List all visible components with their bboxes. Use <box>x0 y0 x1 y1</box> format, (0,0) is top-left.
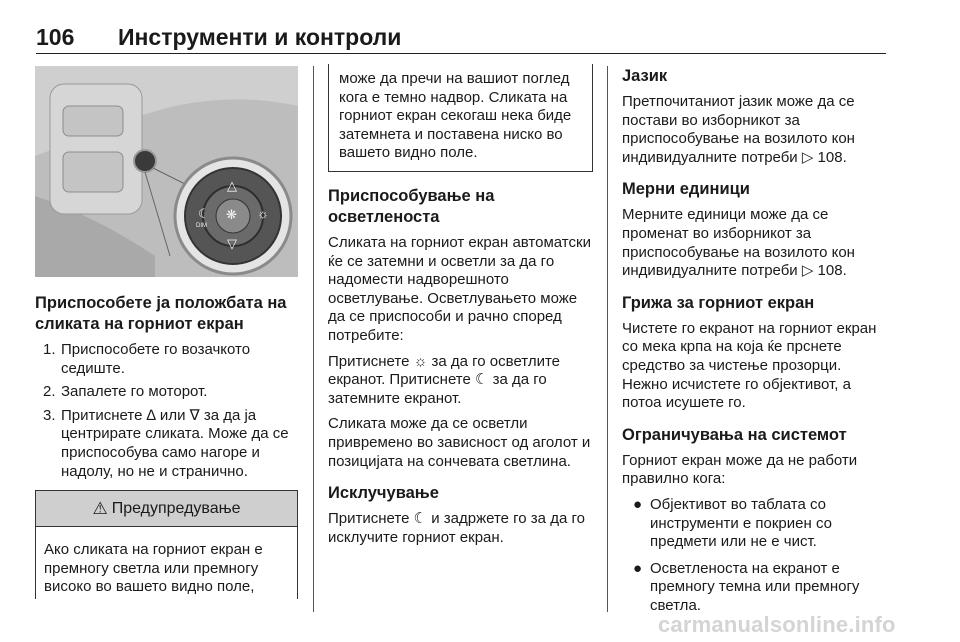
brightness-paragraph-1: Сликата на горниот екран автоматски ќе се затемни и осветли за да го надомести надворешното осветлување. Осветлувањето може да се приспособи и рачно според потребите: <box>328 233 591 344</box>
warning-box <box>35 490 298 599</box>
watermark: carmanualsonline.info <box>658 612 896 637</box>
adjust-steps-list <box>35 341 298 481</box>
dashboard-control-photo <box>35 66 298 277</box>
brightness-sun-icon: ☼ <box>257 206 269 221</box>
brightness-heading: Приспособување на осветленоста <box>328 186 495 226</box>
list-item <box>622 560 887 616</box>
warning-text: Ако сликата на горниот екран е премногу светла или премногу високо во вашето видно поле, <box>44 541 263 596</box>
column-divider <box>313 66 314 612</box>
warning-icon: ⚠ <box>92 498 108 518</box>
list-item <box>35 407 298 481</box>
up-arrow-icon: △ <box>227 178 237 193</box>
step-number: 2. <box>43 383 56 401</box>
down-arrow-icon: ▽ <box>227 236 237 251</box>
column-right <box>622 66 887 623</box>
dim-label: DIM <box>196 223 207 229</box>
language-paragraph: Претпочитаниот јазик може да се постави во изборникот за приспособување на возилото кон индивидуалните потреби ▷ 108. <box>622 93 855 166</box>
warning-title: Предупредување <box>111 499 241 517</box>
switch-off-heading: Исклучување <box>328 484 439 503</box>
page-number: 106 <box>36 24 75 50</box>
step-number: 3. <box>43 406 56 424</box>
page-header <box>36 24 886 54</box>
care-paragraph: Чистете го екранот на горниот екран со мека крпа на која ќе прснете средство за чистење прозорци. Нежно исчистете го објективот, а потоа исушете го. <box>622 319 877 412</box>
adjust-position-heading: Приспособете ја положбата на сликата на горниот екран <box>35 294 287 333</box>
step-text: Запалете го моторот. <box>61 383 208 401</box>
list-item-text: Објективот во таблата со инструменти е покриен со предмети или не е чист. <box>650 495 832 551</box>
list-item <box>35 341 298 378</box>
brightness-paragraph-2: Притиснете ☼ за да го осветлите екранот. Притиснете ☾ за да го затемните екранот. <box>328 352 561 407</box>
limitations-paragraph: Горниот екран може да не работи правилно кога: <box>622 451 858 488</box>
hud-center-icon: ❋ <box>226 207 237 222</box>
column-middle <box>328 64 593 554</box>
limitations-heading: Ограничувања на системот <box>622 425 847 444</box>
warning-box-continued: може да пречи на вашиот поглед кога е темно надвор. Сликата на горниот екран секогаш нека биде затемнета и поставена ниско во вашето видно поле. <box>328 64 593 172</box>
warning-header <box>36 491 297 527</box>
column-left <box>35 66 298 599</box>
control-illustration <box>35 66 298 277</box>
column-divider <box>607 66 608 612</box>
units-heading: Мерни единици <box>622 180 750 199</box>
units-paragraph: Мерните единици може да се променат во изборникот за приспособување на возилото кон индивидуалните потреби ▷ 108. <box>622 206 855 280</box>
list-item <box>622 496 887 552</box>
care-heading: Грижа за горниот екран <box>622 293 815 312</box>
bullet-icon: ● <box>633 495 643 513</box>
step-number: 1. <box>43 341 56 358</box>
list-item <box>35 383 298 402</box>
language-heading: Јазик <box>622 67 668 85</box>
limitations-list <box>622 496 887 616</box>
bullet-icon: ● <box>633 559 643 577</box>
brightness-paragraph-3: Сликата може да се осветли привремено во зависност од аголот и позицијата на сончевата светлина. <box>328 415 591 470</box>
chapter-title: Инструменти и контроли <box>118 24 402 50</box>
switch-off-paragraph: Притиснете ☾ и задржете го за да го исклучите горниот екран. <box>328 510 585 546</box>
dim-moon-icon: ☾ <box>198 206 210 221</box>
list-item-text: Осветленоста на екранот е премногу темна или премногу светла. <box>650 559 860 614</box>
step-text: Приспособете го возачкото седиште. <box>61 341 251 377</box>
step-text: Притиснете ∆ или ∇ за да ја центрирате сликата. Може да се приспособува само нагоре и надолу, но не и странично. <box>61 406 289 480</box>
